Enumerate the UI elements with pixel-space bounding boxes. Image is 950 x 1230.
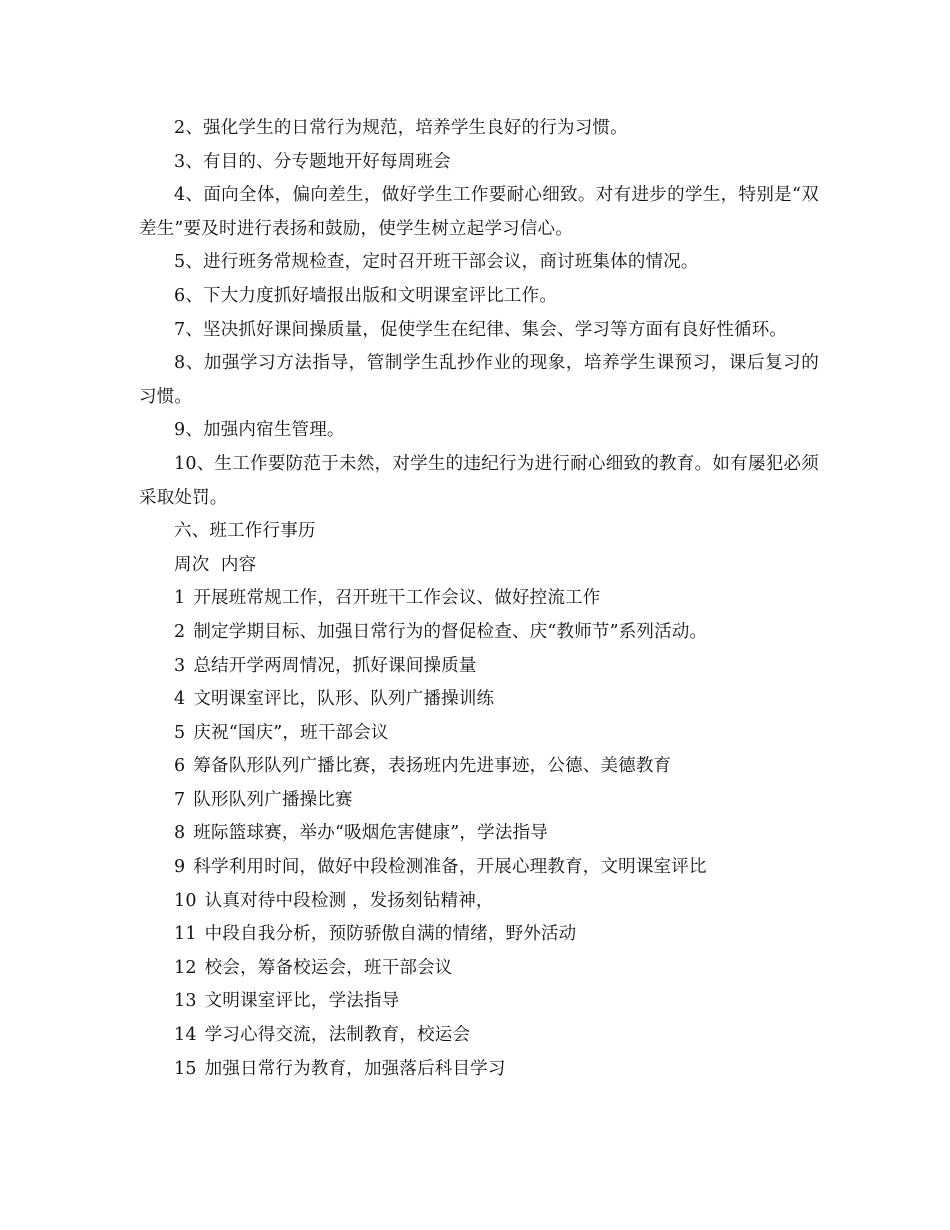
week-content: 文明课室评比，学法指导	[204, 991, 400, 1012]
schedule-item	[139, 1019, 819, 1053]
schedule-item	[139, 750, 819, 784]
week-number: 9	[174, 857, 186, 878]
schedule-item	[139, 582, 819, 616]
week-number: 5	[174, 722, 186, 743]
schedule-item	[139, 717, 819, 751]
schedule-item	[139, 851, 819, 885]
week-number: 11	[174, 924, 197, 945]
schedule-item	[139, 1053, 819, 1087]
week-number: 7	[174, 789, 186, 810]
paragraph: 5、进行班务常规检查，定时召开班干部会议，商讨班集体的情况。	[174, 252, 699, 273]
schedule-item	[139, 985, 819, 1019]
paragraph: 10、生工作要防范于未然，对学生的违纪行为进行耐心细致的教育。如有屡犯必须采取处罚。	[139, 453, 819, 508]
week-number: 12	[174, 957, 197, 978]
document-body	[139, 112, 819, 1086]
schedule-item	[139, 616, 819, 650]
week-content: 班际篮球赛，举办“吸烟危害健康”，学法指导	[193, 823, 548, 844]
week-content: 中段自我分析，预防骄傲自满的情绪，野外活动	[204, 924, 577, 945]
schedule-item	[139, 683, 819, 717]
schedule-item	[139, 784, 819, 818]
schedule-item	[139, 885, 819, 919]
week-content: 认真对待中段检测 ，发扬刻钻精神，	[204, 890, 494, 911]
paragraph: 4、面向全体，偏向差生，做好学生工作要耐心细致。对有进步的学生，特别是“双差生”要及时进行表扬和鼓励，使学生树立起学习信心。	[139, 185, 819, 239]
paragraph: 2、强化学生的日常行为规范，培养学生良好的行为习惯。	[174, 118, 628, 138]
paragraph: 8、加强学习方法指导，管制学生乱抄作业的现象，培养学生课预习，课后复习的习惯。	[139, 353, 819, 407]
week-number: 1	[174, 588, 186, 609]
week-number: 6	[174, 756, 186, 777]
week-number: 8	[174, 823, 186, 844]
week-content: 庆祝“国庆”，班干部会议	[193, 722, 389, 743]
paragraph: 7、坚决抓好课间操质量，促使学生在纪律、集会、学习等方面有良好性循环。	[174, 319, 788, 340]
week-number: 2	[174, 621, 186, 642]
paragraph: 3、有目的、分专题地开好每周班会	[174, 151, 451, 172]
week-content: 学习心得交流，法制教育，校运会	[204, 1025, 471, 1046]
paragraph: 9、加强内宿生管理。	[174, 420, 345, 441]
week-content: 开展班常规工作，召开班干工作会议、做好控流工作	[193, 588, 601, 609]
week-content: 制定学期目标、加强日常行为的督促检查、庆“教师节”系列活动。	[193, 621, 708, 642]
schedule-item	[139, 918, 819, 952]
week-number: 4	[174, 689, 186, 710]
week-content: 筹备队形队列广播比赛，表扬班内先进事迹，公德、美德教育	[193, 756, 672, 777]
week-content: 总结开学两周情况，抓好课间操质量	[193, 655, 477, 676]
paragraph: 6、下大力度抓好墙报出版和文明课室评比工作。	[174, 285, 558, 306]
schedule-list	[139, 582, 819, 1086]
week-content: 加强日常行为教育，加强落后科目学习	[204, 1058, 506, 1079]
week-content: 科学利用时间，做好中段检测准备，开展心理教育，文明课室评比	[193, 857, 707, 878]
schedule-item	[139, 817, 819, 851]
week-number: 10	[174, 890, 197, 911]
week-number: 13	[174, 991, 197, 1012]
week-number: 14	[174, 1025, 197, 1046]
schedule-item	[139, 952, 819, 986]
week-number: 15	[174, 1058, 197, 1079]
schedule-header: 周次 内容	[174, 554, 257, 575]
week-content: 队形队列广播操比赛	[193, 789, 353, 810]
schedule-item	[139, 650, 819, 684]
section-title: 六、班工作行事历	[174, 521, 316, 542]
week-number: 3	[174, 655, 186, 676]
week-content: 文明课室评比，队形、队列广播操训练	[193, 689, 495, 710]
week-content: 校会，筹备校运会，班干部会议	[204, 957, 453, 978]
